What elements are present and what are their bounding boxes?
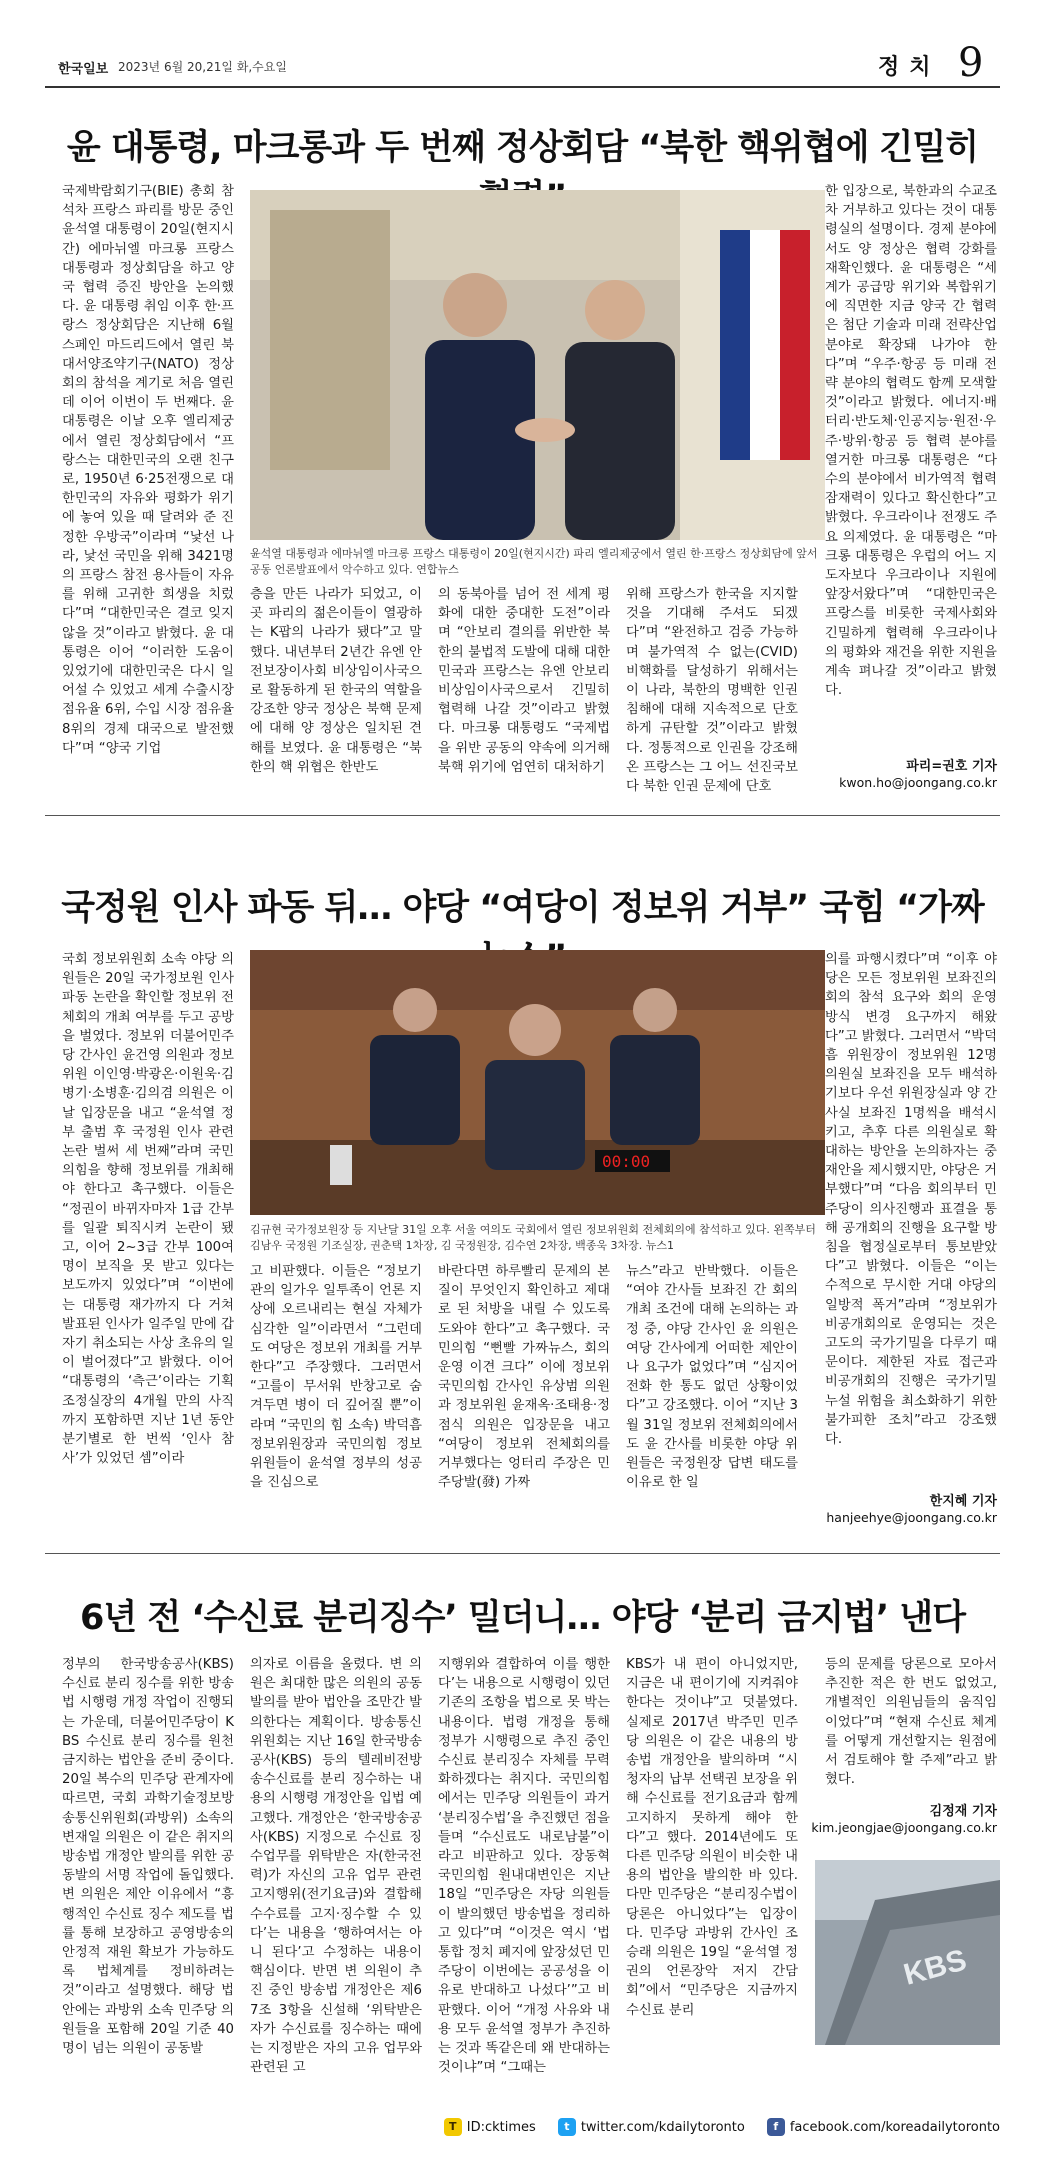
article2-col3: 바란다면 하루빨리 문제의 본질이 무엇인지 확인하고 제대로 된 처방을 내릴 수 있도록 도와야 한다”고 촉구했다. 국민의힘 “뻔빨 가짜뉴스, 회의 운영 이견 크다” 이에 정보위 국민의힘 간사인 유상범 의원과 정보위원 윤재옥·조태용·정점식 의원은 입장문을 내고 “여당이 정보위 전체회의를 거부했다는 엉터리 주장은 민주당발(發) 가짜 bbox=[438, 1264, 610, 1491]
section-label: 정치 bbox=[878, 55, 941, 80]
kbs-sign-text: KBS bbox=[900, 1943, 970, 1992]
article2-col2: 고 비판했다. 이들은 “정보기관의 일가우 일투족이 언론 지상에 오르내리는 현실 자체가 심각한 일”이라면서 “그런데도 여당은 정보위 개최를 거부한다”고 주장했다. 그러면서 “고를이 무서워 반창고로 숨겨두면 병이 더 깊어질 뿐”이라며 “국민의 힘 소속) 박덕흠 정보위원장과 국민의힘 정보위원들이 윤석열 정부의 성공을 진심으로 bbox=[250, 1264, 422, 1491]
page-number: 9 bbox=[958, 40, 984, 86]
article2-caption: 김규현 국가정보원장 등 지난달 31일 오후 서울 여의도 국회에서 열린 정보위원회 전체회의에 참석하고 있다. 왼쪽부터 김남우 국정원 기조실장, 권춘택 1차장, 김 국정원장, 김수연 2차장, 백종욱 3차장. 뉴스1 bbox=[250, 1223, 816, 1252]
article1-caption: 윤석열 대통령과 에마뉘엘 마크롱 프랑스 대통령이 20일(현지시간) 파리 엘리제궁에서 열린 한·프랑스 정상회담에 앞서 공동 언론발표에서 악수하고 있다. 연합뉴스 bbox=[250, 547, 818, 576]
facebook-url: facebook.com/koreadailytoronto bbox=[789, 2119, 1000, 2135]
article3-col5: 등의 문제를 당론으로 모아서 추진한 적은 한 번도 없었고, 개별적인 의원님들의 움직임이었다”며 “현재 수신료 체계를 어떻게 개선할지는 원점에서 검토해야 할 주제”라고 밝혔다. bbox=[825, 1657, 997, 1788]
article2-headline: 국정원 인사 파동 뒤… 야당 “여당이 정보위 거부” 국힘 “가짜 bbox=[61, 888, 984, 928]
committee-photo-illustration bbox=[250, 950, 825, 1215]
summit-photo-illustration bbox=[250, 190, 825, 540]
article2-photo bbox=[250, 950, 825, 1215]
paper-name: 한국일보 bbox=[58, 62, 109, 77]
article1-photo bbox=[250, 190, 825, 540]
article2-byline: 한지혜 기자 bbox=[929, 1494, 997, 1509]
masthead-rule bbox=[45, 86, 1000, 88]
article1-col3: 의 동북아를 넘어 전 세계 평화에 대한 중대한 도전”이라며 “안보리 결의를 위반한 북한의 불법적 도발에 대해 대한민국과 프랑스는 유엔 안보리 비상임이사국으로서 긴밀히 협력해 나갈 것”이라고 밝혔다. 마크롱 대통령도 “국제법을 위반 공동의 약속에 의거해 북핵 위기에 엄연히 대처하기 bbox=[438, 587, 610, 775]
article2-col5: 의를 파행시켰다”며 “이후 야당은 모든 정보위원 보좌진의 회의 참석 요구와 회의 운영 방식 변경 요구까지 해왔다”고 밝혔다. 그러면서 “박덕흠 위원장이 정보위원 12명 의원실 보좌진을 모두 배석하기보다 우선 위원장실과 양 간사실 보좌진 1명씩을 배석시키고, 추후 다른 의원실로 확대하는 방안을 논의하자는 중재안을 제시했지만, 야당은 거부했다”며 “다음 회의부터 민주당이 의사진행과 표결을 통해 공개회의 진행을 요구할 방침을 협정실로부터 통보받았다”고 밝혔다. 이들은 “이는 수적으로 무시한 거대 야당의 일방적 폭거”라며 “정보위가 비공개회의로 운영되는 것은 고도의 국가기밀을 다루기 때문이다. 제한된 자료 접근과 비공개회의 진행은 국가기밀 누설 위험을 최소화하기 위한 불가피한 조치”라고 강조했다. bbox=[825, 952, 997, 1448]
twitter-url: twitter.com/kdailytoronto bbox=[580, 2119, 745, 2135]
article1-col4: 위해 프랑스가 한국을 지지할 것을 기대해 주셔도 되겠다”며 “완전하고 검증 가능하며 불가역적 수 없는(CVID) 비핵화를 달성하기 위해서는 이 나라, 북한의 명백한 인권침해에 대해 지속적으로 단호하게 규탄할 것”이라고 밝혔다. 정통적으로 인권을 강조해 온 프랑스는 그 어느 선진국보다 북한 인권 문제에 단호 bbox=[626, 587, 798, 795]
svg-text:00:00: 00:00 bbox=[602, 1152, 651, 1171]
kakao-id: ID:cktimes bbox=[466, 2119, 536, 2135]
kakao-icon: T bbox=[444, 2118, 462, 2136]
footer-kakao[interactable] bbox=[444, 2118, 536, 2136]
kbs-building-illustration bbox=[815, 1860, 1000, 2045]
article1-col2: 층을 만든 나라가 되었고, 이곳 파리의 젊은이들이 열광하는 K팝의 나라가 됐다”고 말했다. 내년부터 2년간 유엔 안전보장이사회 비상임이사국으로 활동하게 된 한국의 역할을 강조한 양국 정상은 북핵 문제에 대해 양 정상은 일치된 견해를 보였다. 윤 대통령은 “북한의 핵 위협은 한반도 bbox=[250, 587, 422, 775]
article3-photo bbox=[815, 1860, 1000, 2045]
article3-headline: 6년 전 ‘수신료 분리징수’ 밀더니… 야당 ‘분리 금지법’ 낸다 bbox=[79, 1598, 966, 1638]
article2-email: hanjeehye@joongang.co.kr bbox=[826, 1510, 997, 1525]
article2-col4: 뉴스”라고 반박했다. 이들은 “여야 간사들 보좌진 간 회의 개최 조건에 대해 논의하는 과정 중, 야당 간사인 윤 의원은 여당 간사에게 어떠한 제안이나 요구가 없었다”며 “심지어 전화 한 통도 없던 상황이었다”고 강조했다. 이어 “지난 3월 31일 정보위 전체회의에서도 윤 간사를 비롯한 야당 위원들은 국정원장 답변 태도를 이유로 한 일 bbox=[626, 1264, 798, 1491]
footer-facebook[interactable] bbox=[767, 2118, 1000, 2136]
article3-col4: KBS가 내 편이 아니었지만, 지금은 내 편이기에 지켜줘야 한다는 것이냐”고 덧붙였다. 실제로 2017년 박주민 민주당 의원은 이 같은 내용의 방송법 개정안을 발의하며 “시청자의 납부 선택권 보장을 위해 수신료를 전기요금과 함께 고지하지 못하게 해야 한다”고 했다. 2014년에도 또다른 민주당 의원이 비슷한 내용의 법안을 발의한 바 있다. 다만 민주당은 “분리징수법이 당론은 아니었다”는 입장이다. 민주당 과방위 간사인 조승래 의원은 19일 “윤석열 정권의 언론장악 저지 간담회”에서 “민주당은 지금까지 수신료 분리 bbox=[626, 1657, 798, 2018]
article1-col1: 국제박람회기구(BIE) 총회 참석차 프랑스 파리를 방문 중인 윤석열 대통령이 20일(현지시간) 에마뉘엘 마크롱 프랑스 대통령과 정상회담을 하고 양국 협력 증진 방안을 논의했다. 윤 대통령 취임 이후 한·프랑스 정상회담은 지난해 6월 스페인 마드리드에서 열린 북대서양조약기구(NATO) 정상회의 참석을 계기로 처음 열린 데 이어 이번이 두 번째다. 윤 대통령은 이날 오후 엘리제궁에서 열린 정상회담에서 “프랑스는 대한민국의 오랜 친구로, 1950년 6·25전쟁으로 대한민국의 자유와 평화가 위기에 놓여 있을 때 달려와 준 진정한 우방국”이라며 “낯선 나라, 낯선 국민을 위해 3421명의 프랑스 참전 용사들이 자유를 위해 고귀한 희생을 치렀다”며 “대한민국은 결코 잊지 않을 것”이라고 밝혔다. 윤 대통령은 이어 “이러한 도움이 있었기에 대한민국은 다시 일어설 수 있었고 세계 수출시장 점유율 6위, 수입 시장 점유율 8위의 경제 대국으로 발전했다”며 “양국 기업 bbox=[62, 184, 234, 756]
article1-email: kwon.ho@joongang.co.kr bbox=[839, 775, 997, 790]
article3-col3: 지행위와 결합하여 이를 행한다’는 내용으로 시행령이 있던 기존의 조항을 법으로 못 박는 내용이다. 법령 개정을 통해 정부가 시행령으로 추진 중인 수신료 분리징수 자체를 무력화하겠다는 취지다. 국민의힘에서는 민주당 의원들이 과거 ‘분리징수법’을 추진했던 점을 들며 “수신료도 내로남불”이라고 비판하고 있다. 장동혁 국민의힘 원내대변인은 지난 18일 “민주당은 자당 의원들이 발의했던 방송법을 정리하고 있다”며 “이것은 역시 ‘법 통합 정치 폐지에 앞장섰던 민주당이 이번에는 공공성을 이유로 반대하고 나섰다’”고 비판했다. 이어 “개정 사유와 내용 모두 윤석열 정부가 추진하는 것과 똑같은데 왜 반대하는 것이냐”며 “그때는 bbox=[438, 1657, 610, 2076]
facebook-icon: f bbox=[767, 2118, 785, 2136]
article3-col2: 의자로 이름을 올렸다. 변 의원은 최대한 많은 의원의 공동 발의를 받아 법안을 조만간 발의한다는 계획이다. 방송통신위원회는 지난 16일 한국방송공사(KBS) 등의 텔레비전방송수신료를 분리 징수하는 내용의 시행령 개정안을 입법 예고했다. 개정안은 ‘한국방송공사(KBS) 지정으로 수신료 징수업무를 위탁받은 자(한국전력)가 자신의 고유 업무 관련 고지행위(전기요금)와 결합해 수수료를 고지·징수할 수 있다’는 내용을 ‘행하여서는 아니 된다’고 수정하는 내용이 핵심이다. 반면 변 의원이 추진 중인 방송법 개정안은 제67조 3항을 신설해 ‘위탁받은 자가 수신료를 징수하는 때에는 지정받은 자의 고유 업무와 관련된 고 bbox=[250, 1657, 422, 2076]
date-line: 2023년 6월 20,21일 화,수요일 bbox=[118, 60, 287, 74]
article3-col1: 정부의 한국방송공사(KBS) 수신료 분리 징수를 위한 방송법 시행령 개정 작업이 진행되는 가운데, 더불어민주당이 KBS 수신료 분리 징수를 원천 금지하는 법안을 준비 중이다. 20일 복수의 민주당 관계자에 따르면, 국회 과학기술정보방송통신위원회(과방위) 소속의 변재일 의원은 이 같은 취지의 방송법 개정안 발의를 위한 공동발의 서명 작업에 돌입했다. 변 의원은 제안 이유에서 “흥행적인 수신료 징수 제도를 법률 통해 보장하고 공영방송의 안정적 재원 확보가 가능하도록 법체계를 정비하려는 것”이라고 설명했다. 해당 법안에는 과방위 소속 민주당 의원들을 포함해 20일 기준 40명이 넘는 의원이 공동발 bbox=[62, 1657, 234, 2057]
article3-email: kim.jeongjae@joongang.co.kr bbox=[811, 1820, 997, 1835]
twitter-icon: t bbox=[558, 2118, 576, 2136]
section-divider bbox=[45, 1553, 1000, 1554]
article1-headline: 윤 대통령, 마크롱과 두 번째 정상회담 “북한 핵위협에 긴밀히 bbox=[66, 128, 979, 168]
article1-byline: 파리=권호 기자 bbox=[906, 759, 997, 774]
footer-twitter[interactable] bbox=[558, 2118, 745, 2136]
article1-col5: 한 입장으로, 북한과의 수교조차 거부하고 있다는 것이 대통령실의 설명이다. 경제 분야에서도 양 정상은 협력 강화를 재확인했다. 윤 대통령은 “세계가 공급망 위기와 복합위기에 직면한 지금 양국 간 협력은 첨단 기술과 미래 전략산업 분야로 확장돼 나가야 한다”며 “우주·항공 등 미래 전략 분야의 협력도 함께 모색할 것”이라고 밝혔다. 에너지·배터리·반도체·인공지능·원전·우주·방위·항공 등 협력 분야를 열거한 마크롱 대통령은 “다수의 분야에서 비가역적 협력 잠재력이 있다고 확신한다”고 밝혔다. 우크라이나 전쟁도 주요 의제였다. 윤 대통령은 “마크롱 대통령은 우럽의 어느 지도자보다 우크라이나 지원에 앞장서왔다”며 “대한민국은 프랑스를 비롯한 국제사회와 긴밀하게 협력해 우크라이나의 평화와 재건을 위한 지원을 계속 펴나갈 것”이라고 밝혔다. bbox=[825, 184, 997, 699]
footer-social bbox=[449, 2118, 1000, 2136]
article3-byline: 김정재 기자 bbox=[929, 1804, 997, 1819]
section-divider bbox=[45, 815, 1000, 816]
article2-col1: 국회 정보위원회 소속 야당 의원들은 20일 국가정보원 인사 파동 논란을 확인할 정보위 전체회의 개최 여부를 두고 공방을 벌였다. 정보위 더불어민주당 간사인 윤건영 의원과 정보위원 이인영·박광온·이원욱·김병기·소병훈·김의겸 의원은 이날 입장문을 내고 “윤석열 정부 출범 후 국정원 인사 관련 논란 벌써 세 번째”라며 국민의힘을 향해 정보위를 개최해야 한다고 촉구했다. 이들은 “정권이 바뀌자마자 1급 간부를 일괄 퇴직시켜 논란이 됐고, 이어 2~3급 간부 100여명이 보직을 못 받고 있다는 보도까지 있었다”며 “이번에는 대통령 재가까지 다 거쳐 발표된 인사가 일주일 만에 갑자기 취소되는 사상 초유의 일이 벌어졌다”고 밝혔다. 이어 “대통령의 ‘측근’이라는 기획조정실장의 4개월 만의 사직까지 포함하면 지난 1년 동안 분기별로 한 번씩 ‘인사 참사’가 있었던 셈”이라 bbox=[62, 952, 234, 1467]
